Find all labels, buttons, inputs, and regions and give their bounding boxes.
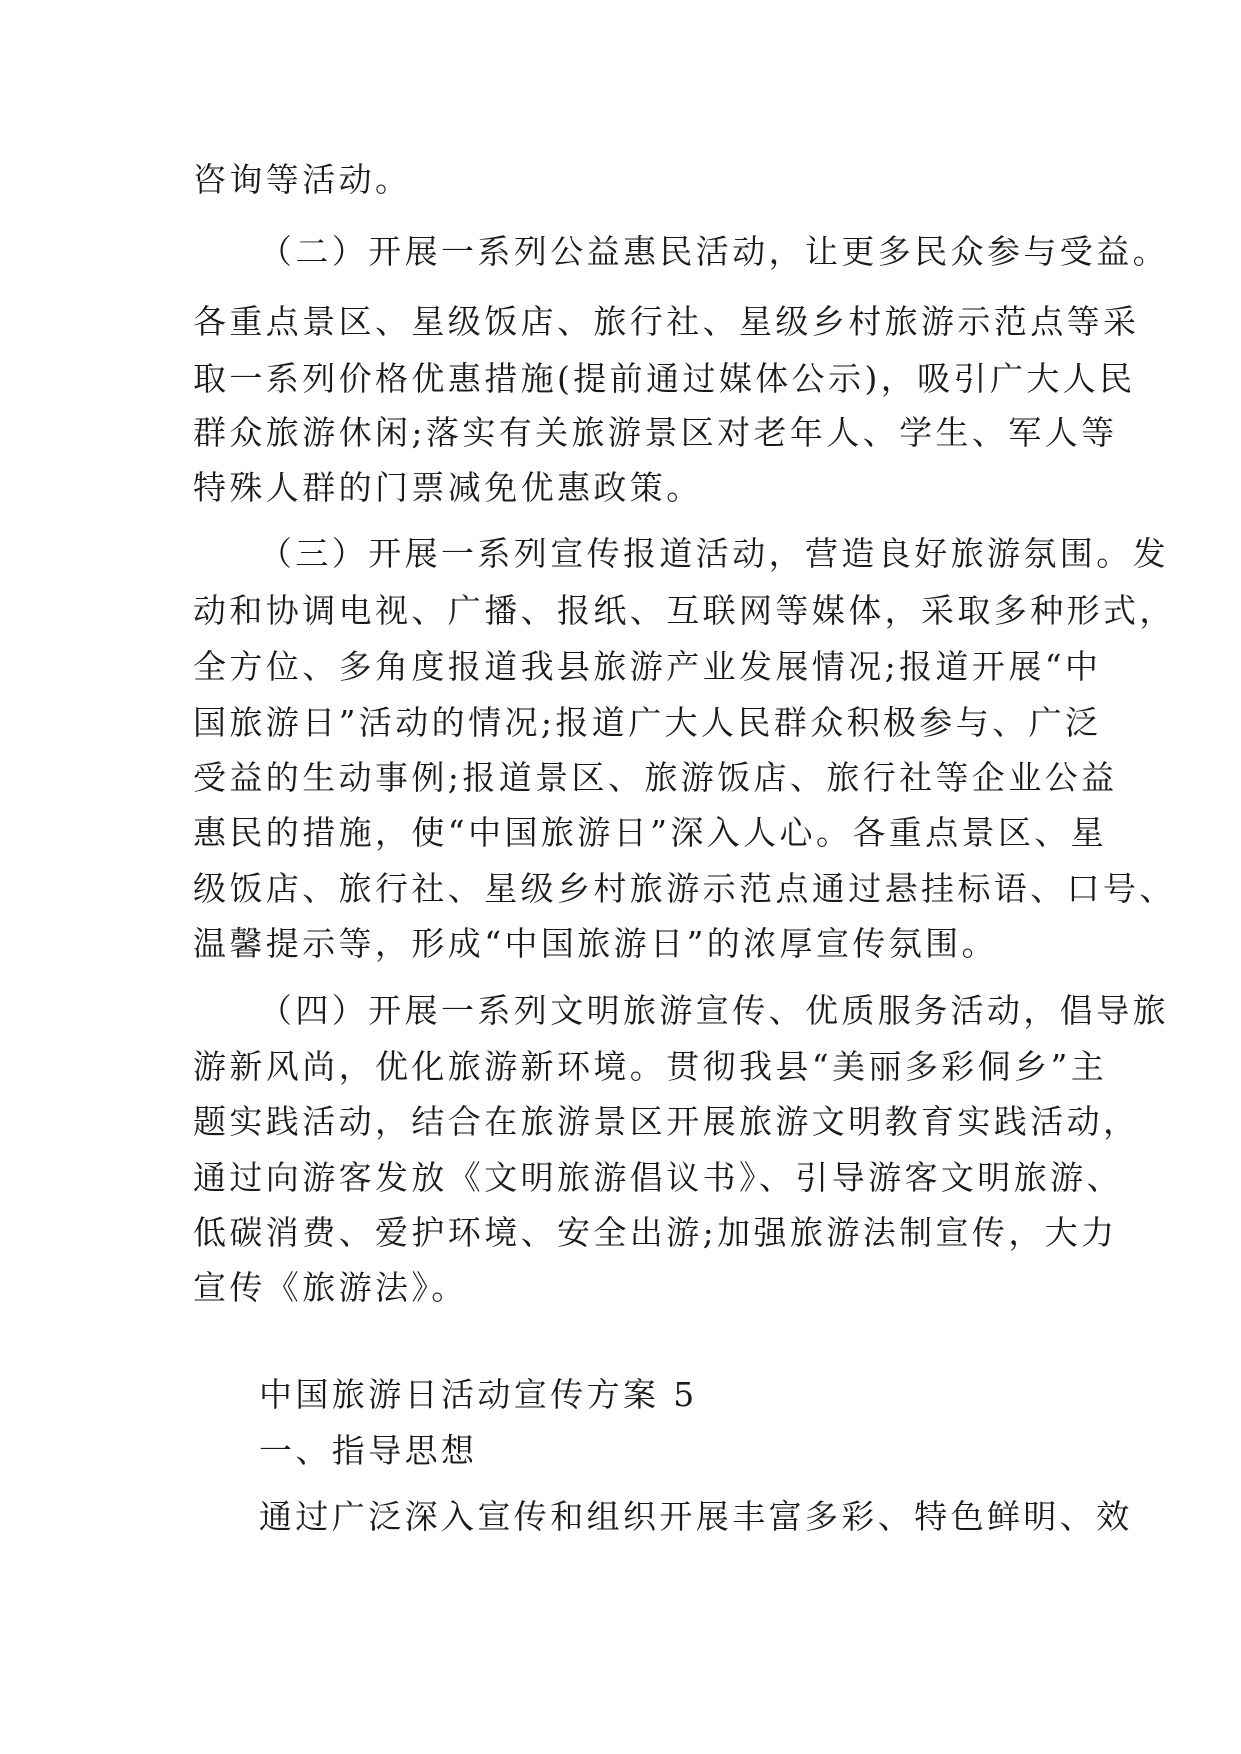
text-line: 级饭店、旅行社、星级乡村旅游示范点通过悬挂标语、口号、 (193, 869, 1176, 908)
text-line: 题实践活动，结合在旅游景区开展旅游文明教育实践活动， (193, 1102, 1140, 1141)
text-line: 游新风尚，优化旅游新环境。贯彻我县“美丽多彩侗乡”主 (193, 1047, 1108, 1086)
section-4-heading: （四）开展一系列文明旅游宣传、优质服务活动，倡导旅 (259, 991, 1169, 1030)
text-line: 群众旅游休闲;落实有关旅游景区对老年人、学生、军人等 (193, 413, 1118, 452)
text-line: 国旅游日”活动的情况;报道广大人民群众积极参与、广泛 (193, 703, 1102, 742)
text-line: 取一系列价格优惠措施(提前通过媒体公示)，吸引广大人民 (193, 359, 1136, 398)
text-line: 宣传《旅游法》。 (193, 1268, 468, 1307)
section-3-heading: （三）开展一系列宣传报道活动，营造良好旅游氛围。发 (259, 534, 1169, 573)
text-line: 通过广泛深入宣传和组织开展丰富多彩、特色鲜明、效 (259, 1497, 1133, 1536)
document-title: 中国旅游日活动宣传方案 5 (259, 1375, 698, 1414)
text-line: 全方位、多角度报道我县旅游产业发展情况;报道开展“中 (193, 647, 1102, 686)
text-line: 温馨提示等，形成“中国旅游日”的浓厚宣传氛围。 (193, 924, 998, 963)
text-line: 惠民的措施，使“中国旅游日”深入人心。各重点景区、星 (193, 813, 1108, 852)
text-line: 特殊人群的门票减免优惠政策。 (193, 468, 703, 507)
text-line: 各重点景区、星级饭店、旅行社、星级乡村旅游示范点等采 (193, 302, 1140, 341)
text-line: 通过向游客发放《文明旅游倡议书》、引导游客文明旅游、 (193, 1158, 1123, 1197)
text-line: 咨询等活动。 (193, 160, 412, 199)
section-2-heading: （二）开展一系列公益惠民活动，让更多民众参与受益。 (259, 232, 1169, 271)
text-line: 动和协调电视、广播、报纸、互联网等媒体，采取多种形式， (193, 591, 1176, 630)
text-line: 受益的生动事例;报道景区、旅游饭店、旅行社等企业公益 (193, 758, 1118, 797)
section-heading: 一、指导思想 (259, 1431, 478, 1470)
text-line: 低碳消费、爱护环境、安全出游;加强旅游法制宣传，大力 (193, 1213, 1118, 1252)
